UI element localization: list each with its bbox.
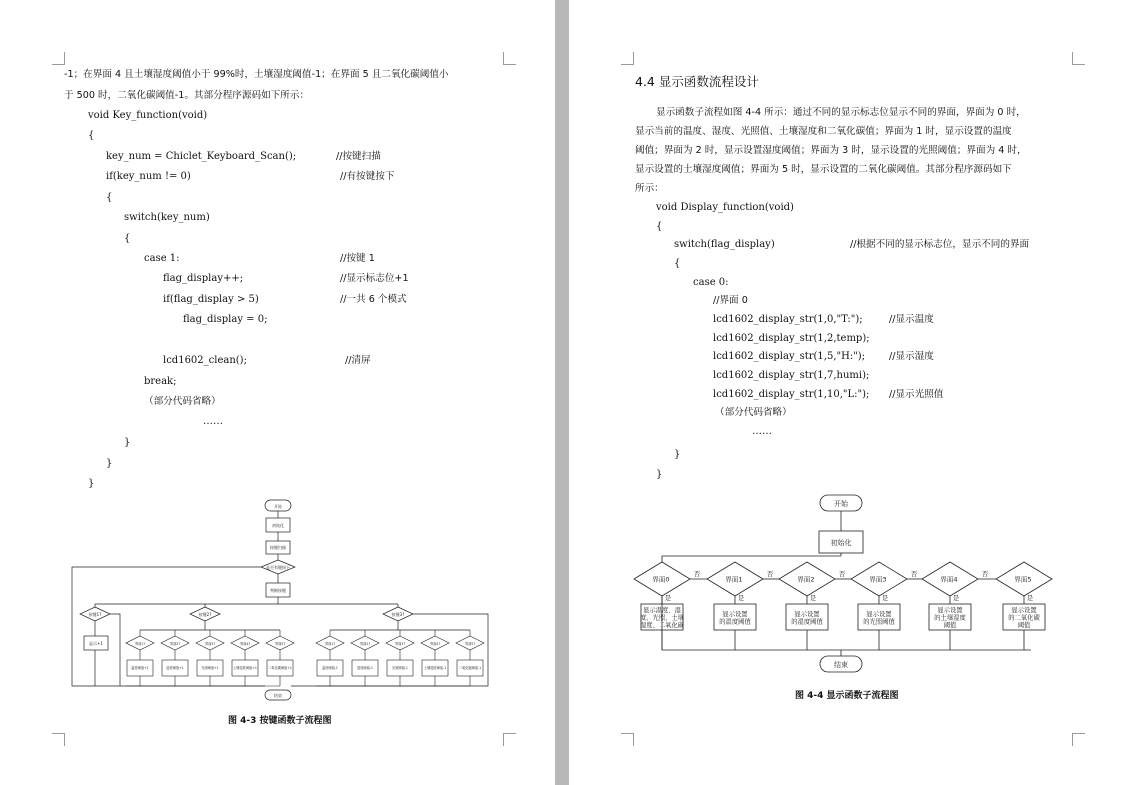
flow-mode-label: 界面5? bbox=[464, 642, 476, 646]
flow-start-label: 开始 bbox=[834, 500, 848, 508]
flow-action-label: 度、光照、土壤 bbox=[639, 614, 685, 622]
flow-action-label: 显示设置 bbox=[937, 607, 963, 614]
code-line: } bbox=[674, 449, 681, 460]
flow-action-label: 阈值 bbox=[1017, 622, 1031, 629]
flow-end-label: 结束 bbox=[274, 693, 282, 698]
flow-no-label: 否 bbox=[693, 570, 701, 578]
flow-pressed-label: 是否有键按下 bbox=[266, 565, 290, 570]
flow-action-label: 光照阈值-1 bbox=[392, 666, 408, 670]
flow-init-label: 初始化 bbox=[830, 539, 852, 547]
code-line: lcd1602_clean(); bbox=[163, 355, 247, 366]
paragraph-line: 显示设置的土壤湿度阈值；界面为 5 时，显示设置的二氧化碳阈值。其部分程序源码如下 bbox=[635, 164, 1012, 175]
code-line: { bbox=[106, 192, 113, 203]
flow-yes-label: 是 bbox=[809, 594, 817, 602]
flow-action-label: 显示设置 bbox=[794, 610, 820, 618]
figure-caption: 图 4-4 显示函数子流程图 bbox=[795, 691, 899, 701]
flow-yes-label: 是 bbox=[1026, 594, 1034, 602]
code-line: case 0: bbox=[693, 277, 729, 288]
code-line: key_num = Chiclet_Keyboard_Scan(); bbox=[106, 151, 297, 162]
flow-action-label: 二氧化碳阈值+1 bbox=[268, 666, 292, 670]
code-line: //界面 0 bbox=[713, 295, 748, 306]
flow-yes-label: 是 bbox=[737, 594, 745, 602]
code-comment: //清屏 bbox=[345, 355, 371, 366]
code-comment: //有按键按下 bbox=[340, 171, 395, 182]
flow-display-add-label: 显示+1 bbox=[89, 641, 103, 646]
flow-yes-label: 是 bbox=[952, 594, 960, 602]
right-page bbox=[569, 0, 1122, 785]
flow-action-label: 温度阈值-1 bbox=[322, 666, 338, 670]
paragraph-line: 阈值；界面为 2 时，显示设置湿度阈值；界面为 3 时，显示设置的光照阈值；界面为 4 时， bbox=[635, 145, 1027, 156]
code-line: …… bbox=[203, 416, 223, 427]
flow-action-label: 湿度阈值+1 bbox=[166, 666, 184, 670]
paragraph-line: 显示函数子流程如图 4-4 所示：通过不同的显示标志位显示不同的界面，界面为 0 时， bbox=[656, 107, 1026, 118]
flow-mode-label: 界面3 bbox=[869, 575, 887, 584]
code-line: if(key_num != 0) bbox=[106, 171, 191, 182]
flow-scan-label: 按键扫描 bbox=[270, 545, 286, 550]
flow-mode-label: 界面1? bbox=[324, 642, 336, 646]
flow-key3-label: 按键3? bbox=[391, 612, 405, 617]
flow-action-label: 的光照阈值 bbox=[863, 618, 895, 626]
flow-action-label: 显示温度、湿 bbox=[643, 607, 681, 614]
flow-judge-label: 判断按键 bbox=[270, 588, 286, 593]
page-gutter bbox=[555, 0, 569, 785]
code-line: } bbox=[88, 478, 95, 489]
flow-mode-label: 界面4 bbox=[940, 575, 958, 584]
flow-mode-label: 界面4? bbox=[429, 642, 441, 646]
code-line: void Display_function(void) bbox=[656, 202, 794, 213]
flow-mode-label: 界面5? bbox=[274, 642, 286, 646]
code-comment: //按键扫描 bbox=[336, 151, 381, 162]
flow-action-label: 湿度阈值-1 bbox=[357, 666, 373, 670]
flow-mode-label: 界面4? bbox=[239, 642, 251, 646]
code-line: { bbox=[656, 221, 663, 232]
flow-action-label: 的二氧化碳 bbox=[1008, 614, 1040, 622]
flow-key2-label: 按键2? bbox=[198, 612, 212, 617]
flow-no-label: 否 bbox=[838, 570, 846, 578]
paragraph-line: 于 500 时，二氧化碳阈值-1。其部分程序源码如下所示： bbox=[64, 90, 310, 101]
flow-action-label: 显示设置 bbox=[722, 610, 748, 618]
flow-action-label: 的温度阈值 bbox=[719, 618, 751, 626]
flow-action-label: 土壤湿度阈值+1 bbox=[233, 666, 257, 670]
left-page bbox=[0, 0, 555, 785]
flow-start-label: 开始 bbox=[274, 504, 282, 509]
code-line: （部分代码省略） bbox=[715, 407, 792, 418]
flow-action-label: 土壤湿度阈值-1 bbox=[423, 666, 447, 670]
flow-mode-label: 界面3? bbox=[204, 642, 216, 646]
code-line: { bbox=[88, 130, 95, 141]
code-line: lcd1602_display_str(1,10,"L:"); bbox=[713, 389, 870, 400]
figure-caption: 图 4-3 按键函数子流程图 bbox=[228, 716, 332, 726]
code-line: if(flag_display > 5) bbox=[163, 294, 259, 305]
flow-no-label: 否 bbox=[981, 570, 989, 578]
code-line: lcd1602_display_str(1,5,"H:"); bbox=[713, 351, 866, 362]
flow-key1-label: 按键1? bbox=[88, 612, 102, 617]
flow-action-label: 的土壤湿度 bbox=[934, 614, 966, 622]
flow-mode-label: 界面0 bbox=[652, 575, 670, 584]
flow-action-label: 的湿度阈值 bbox=[791, 618, 823, 626]
paragraph-line: 显示当前的温度、湿度、光照值、土壤湿度和二氧化碳值；界面为 1 时，显示设置的温度 bbox=[635, 126, 1012, 137]
code-line: { bbox=[124, 233, 131, 244]
code-comment: //显示光照值 bbox=[889, 389, 944, 400]
code-line: break; bbox=[144, 376, 177, 387]
flow-action-label: 温度阈值+1 bbox=[131, 666, 149, 670]
code-line: case 1: bbox=[144, 253, 180, 264]
flow-mode-label: 界面2 bbox=[797, 575, 815, 584]
flow-action-label: 显示设置 bbox=[866, 610, 892, 618]
code-line: lcd1602_display_str(1,7,humi); bbox=[713, 370, 870, 381]
section-heading: 4.4 显示函数流程设计 bbox=[635, 74, 759, 89]
display-function-flowchart bbox=[569, 0, 1122, 785]
flow-init-label: 初始化 bbox=[272, 523, 284, 528]
flow-no-label: 否 bbox=[910, 570, 918, 578]
code-comment: //根据不同的显示标志位，显示不同的界面 bbox=[850, 239, 1030, 250]
flow-action-label: 二氧化碳阈值-1 bbox=[458, 666, 482, 670]
paragraph-line: -1；在界面 4 且土壤湿度阈值小于 99%时，土壤湿度阈值-1；在界面 5 且二氧化碳阈值小 bbox=[64, 69, 449, 80]
code-line: switch(key_num) bbox=[124, 212, 210, 223]
paragraph-line: 所示： bbox=[635, 183, 664, 194]
code-line: flag_display = 0; bbox=[183, 314, 268, 325]
flow-yes-label: 是 bbox=[664, 594, 672, 602]
flow-mode-label: 界面1 bbox=[725, 575, 743, 584]
code-comment: //显示温度 bbox=[889, 314, 934, 325]
code-line: void Key_function(void) bbox=[88, 110, 208, 121]
flow-action-label: 光照阈值+1 bbox=[201, 666, 219, 670]
code-line: switch(flag_display) bbox=[674, 239, 775, 250]
code-line: { bbox=[674, 258, 681, 269]
code-line: …… bbox=[752, 426, 772, 437]
flow-mode-label: 界面1? bbox=[134, 642, 146, 646]
code-line: } bbox=[656, 469, 663, 480]
code-line: } bbox=[106, 458, 113, 469]
code-comment: //按键 1 bbox=[340, 253, 375, 264]
flow-yes-label: 是 bbox=[881, 594, 889, 602]
flow-action-label: 阈值 bbox=[943, 622, 957, 629]
code-line: flag_display++; bbox=[163, 273, 244, 284]
flow-no-label: 否 bbox=[766, 570, 774, 578]
code-comment: //一共 6 个模式 bbox=[340, 294, 407, 305]
code-line: （部分代码省略） bbox=[144, 396, 221, 407]
code-line: lcd1602_display_str(1,0,"T:"); bbox=[713, 314, 863, 325]
flow-action-label: 湿度、二氧化碳 bbox=[639, 622, 685, 629]
flow-mode-label: 界面2? bbox=[359, 642, 371, 646]
code-line: } bbox=[124, 437, 131, 448]
flow-mode-label: 界面3? bbox=[394, 642, 406, 646]
code-comment: //显示湿度 bbox=[889, 351, 934, 362]
flow-mode-label: 界面2? bbox=[169, 642, 181, 646]
code-line: lcd1602_display_str(1,2,temp); bbox=[713, 333, 870, 344]
key-function-flowchart bbox=[0, 0, 555, 785]
flow-end-label: 结束 bbox=[834, 661, 848, 669]
flow-action-label: 显示设置 bbox=[1011, 607, 1037, 614]
flow-mode-label: 界面5 bbox=[1014, 575, 1032, 584]
code-comment: //显示标志位+1 bbox=[340, 273, 409, 284]
